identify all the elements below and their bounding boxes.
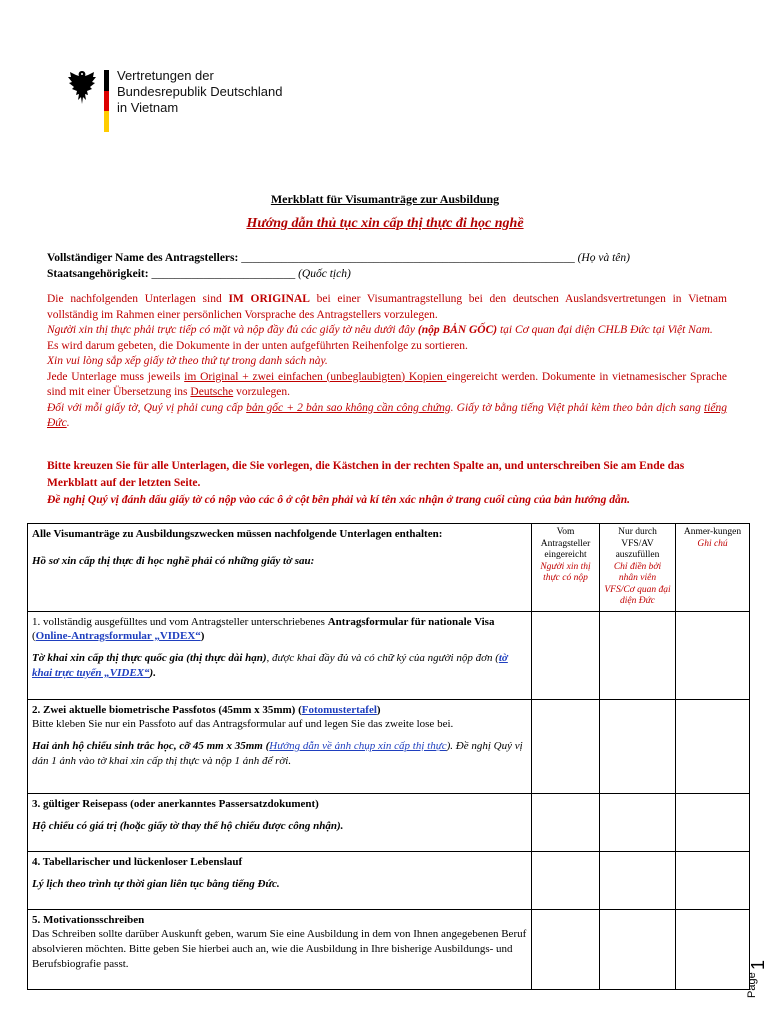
item-2-de: [32, 703, 527, 731]
item-2-vi-a: Hai ảnh hộ chiếu sinh trắc học, cỡ 45 mm x 35mm (: [32, 740, 270, 752]
item-5-body: Das Schreiben sollte darüber Auskunft geben, warum Sie eine Ausbildung in dem von Ihnen angegebenen Beruf absolvieren möchten. Bitte geben Sie hierbei auch an, wie die Ausbildung in Ihre bisherige Ausbildungs- und Berufsbiografie passt.: [32, 928, 527, 970]
item-1-vi: [32, 651, 527, 681]
header-notes-de: Anmer-kungen: [683, 527, 742, 537]
org-line-1: Vertretungen der: [117, 68, 214, 83]
item-2-notes[interactable]: [676, 700, 750, 794]
intro-paragraph-2: Es wird darum gebeten, die Dokumente in der unten aufgeführten Reihenfolge zu sortieren.: [47, 339, 468, 352]
header-submitted-de: Vom Antragsteller eingereicht: [540, 527, 591, 560]
item-2-vi: [32, 739, 527, 769]
item-1-vi-b: , được khai đầy đủ và có chữ ký của người nộp đơn (: [266, 652, 499, 664]
intro-p3-deutsche: Deutsche: [190, 386, 234, 398]
item-4-vfs-checkbox[interactable]: [600, 852, 676, 910]
header-main-cell: [28, 524, 532, 612]
intro-p1-c: bei einer Visumantragstellung bei den deutschen Auslandsvertretungen in Vietnam vollständig im Rahmen einer persönlichen Vorsprache des Antragstellers vorzulegen.: [47, 293, 727, 321]
table-row: [28, 794, 750, 852]
intro-paragraph-1: [47, 292, 727, 323]
header-vfs-de: Nur durch VFS/AV auszufüllen: [615, 527, 660, 560]
item-1-de-form: Antragsformular für nationale Visa: [327, 616, 495, 628]
item-4-vi: Lý lịch theo trình tự thời gian liên tục bằng tiếng Đức.: [32, 878, 280, 890]
item-1-submitted-checkbox[interactable]: [532, 612, 600, 700]
item-2-vi-b: ). Đề nghị Quý vị dán 1 ảnh vào tờ khai xin cấp thị thực và nộp 1 ảnh để rời.: [32, 740, 523, 767]
table-row: [28, 700, 750, 794]
intro-p1-original: IM ORIGINAL: [228, 293, 310, 305]
nationality-field-label: Staatsangehörigkeit:: [47, 268, 149, 280]
header-logo: [66, 68, 326, 132]
intro-p3-vi-e: .: [66, 417, 70, 429]
flag-red: [104, 91, 109, 112]
org-line-3: in Vietnam: [117, 100, 179, 115]
item-3-vi: Hộ chiếu có giá trị (hoặc giấy tờ thay thế hộ chiếu được công nhận).: [32, 820, 344, 832]
table-row: [28, 910, 750, 990]
applicant-fields: [47, 250, 727, 282]
notice-german: Bitte kreuzen Sie für alle Unterlagen, die Sie vorlegen, die Kästchen in der rechten Spalte an, und unterschreiben Sie am Ende das Merkblatt auf der letzten Seite.: [47, 460, 685, 489]
item-1-de: [32, 615, 527, 643]
header-notes-cell: [676, 524, 750, 612]
requirements-table: [27, 523, 750, 990]
intro-p3-c: eingereicht werden. Dokumente in vietnamesischer Sprache sind mit einer Übersetzung ins: [47, 370, 727, 398]
item-1-vi-c: ).: [149, 667, 156, 679]
item-2-de-a: 2. Zwei aktuelle biometrische Passfotos (45mm x 35mm) (: [32, 704, 302, 716]
flag-black: [104, 70, 109, 91]
page-number-value: 1: [748, 959, 768, 970]
item-3-submitted-checkbox[interactable]: [532, 794, 600, 852]
header-vi-text: Hồ sơ xin cấp thị thực đi học nghề phải có những giấy tờ sau:: [32, 555, 315, 567]
name-field-vi-label: (Họ và tên): [577, 252, 630, 264]
item-3-vfs-checkbox[interactable]: [600, 794, 676, 852]
intro-p1-vi-c: tại Cơ quan đại diện CHLB Đức tại Việt Nam.: [497, 324, 713, 336]
intro-paragraph-3-vi: [47, 401, 727, 432]
notice-vietnamese: Đề nghị Quý vị đánh dấu giấy tờ có nộp vào các ô ở cột bên phải và kí tên xác nhận ở trang cuối cùng của bản hướng dẫn.: [47, 494, 630, 506]
header-submitted-vi: Người xin thị thực có nộp: [540, 561, 591, 583]
name-field-label: Vollständiger Name des Antragstellers:: [47, 252, 239, 264]
item-4-notes[interactable]: [676, 852, 750, 910]
header-main-text: Alle Visumanträge zu Ausbildungszwecken müssen nachfolgende Unterlagen enthalten:: [32, 528, 443, 540]
item-1-de-d: ): [200, 630, 205, 642]
intro-p3-vi-a: Đối với mỗi giấy tờ, Quý vị phải cung cấp: [47, 401, 247, 414]
header-submitted-cell: [532, 524, 600, 612]
item-1-de-a: 1. vollständig ausgefülltes und vom Antragsteller unterschriebenes: [32, 616, 328, 628]
organization-name: [117, 68, 283, 116]
item-3-de: 3. gültiger Reisepass (oder anerkanntes Passersatzdokument): [32, 798, 319, 810]
item-2-submitted-checkbox[interactable]: [532, 700, 600, 794]
org-line-2: Bundesrepublik Deutschland: [117, 84, 283, 99]
item-1-de-c: (: [32, 630, 36, 642]
header-notes-vi: Ghi chú: [697, 538, 728, 549]
videx-online-form-link[interactable]: Online-Antragsformular „VIDEX“: [35, 630, 201, 642]
item-1-vi-a: Tờ khai xin cấp thị thực quốc gia (thị thực dài hạn): [32, 652, 267, 664]
checkbox-notice: [47, 458, 727, 509]
intro-p3-e: vorzulegen.: [233, 386, 291, 398]
intro-p3-vi-copies: bản gốc + 2 bản sao không cần công chứng: [246, 401, 451, 414]
header-vfs-cell: [600, 524, 676, 612]
item-5-cell: [28, 910, 532, 990]
item-2-cell: [28, 700, 532, 794]
table-row: [28, 852, 750, 910]
item-4-cell: [28, 852, 532, 910]
item-2-de-c: Bitte kleben Sie nur ein Passfoto auf das Antragsformular auf und legen Sie das zweite lose bei.: [32, 718, 454, 730]
header-vfs-vi: Chỉ điền bởi nhân viên VFS/Cơ quan đại diện Đức: [604, 561, 671, 606]
item-5-vfs-checkbox[interactable]: [600, 910, 676, 990]
item-1-cell: [28, 612, 532, 700]
item-3-notes[interactable]: [676, 794, 750, 852]
name-field-row: [47, 250, 727, 266]
table-row: [28, 612, 750, 700]
videx-vi-link[interactable]: tờ khai trực tuyến „VIDEX“: [32, 652, 508, 679]
table-header-row: [28, 524, 750, 612]
page-number: [742, 958, 770, 998]
german-flag-stripe: [104, 70, 109, 132]
page-label: Page: [746, 972, 758, 998]
item-3-cell: [28, 794, 532, 852]
item-2-de-b: ): [376, 704, 381, 716]
document-title-german: Merkblatt für Visumanträge zur Ausbildung: [270, 192, 500, 206]
item-1-notes[interactable]: [676, 612, 750, 700]
intro-p1-a: Die nachfolgenden Unterlagen sind: [47, 293, 229, 305]
item-4-submitted-checkbox[interactable]: [532, 852, 600, 910]
intro-p3-copies: im Original + zwei einfachen (unbeglaubigten) Kopien: [184, 370, 447, 383]
federal-eagle-icon: [66, 68, 98, 108]
item-5-notes[interactable]: [676, 910, 750, 990]
intro-p1-vi-a: Người xin thị thực phải trực tiếp có mặt và nộp đầy đủ các giấy tờ nêu dưới đây: [47, 324, 418, 336]
intro-p3-vi-c: . Giấy tờ bằng tiếng Việt phải kèm theo bản dịch sang: [450, 401, 704, 414]
document-title-vietnamese: Hướng dẫn thủ tục xin cấp thị thực đi học nghề: [246, 216, 524, 231]
nationality-field-row: [47, 266, 727, 282]
intro-paragraph-2-vi: Xin vui lòng sắp xếp giấy tờ theo thứ tự trong danh sách này.: [47, 355, 328, 367]
item-1-vfs-checkbox[interactable]: [600, 612, 676, 700]
item-5-submitted-checkbox[interactable]: [532, 910, 600, 990]
intro-paragraph-3: [47, 370, 727, 401]
item-2-vfs-checkbox[interactable]: [600, 700, 676, 794]
intro-p1-vi-original: (nộp BẢN GỐC): [417, 324, 498, 336]
photo-sample-link[interactable]: Fotomustertafel: [301, 704, 377, 716]
intro-paragraph-1-vi: [47, 323, 727, 339]
nationality-field-vi-label: (Quốc tịch): [298, 268, 351, 280]
flag-gold: [104, 111, 109, 132]
item-5-title: 5. Motivationsschreiben: [32, 914, 145, 926]
photo-guide-vi-link[interactable]: Hướng dẫn về ảnh chụp xin cấp thị thực: [269, 740, 447, 752]
nationality-field-blank[interactable]: _________________________: [151, 268, 296, 280]
name-field-blank[interactable]: __________________________________________________________: [241, 252, 575, 264]
intro-p3-vi-german: tiếng Đức: [47, 401, 727, 429]
intro-text: [47, 292, 727, 432]
item-4-de: 4. Tabellarischer und lückenloser Lebenslauf: [32, 856, 243, 868]
intro-p3-a: Jede Unterlage muss jeweils: [47, 370, 185, 383]
